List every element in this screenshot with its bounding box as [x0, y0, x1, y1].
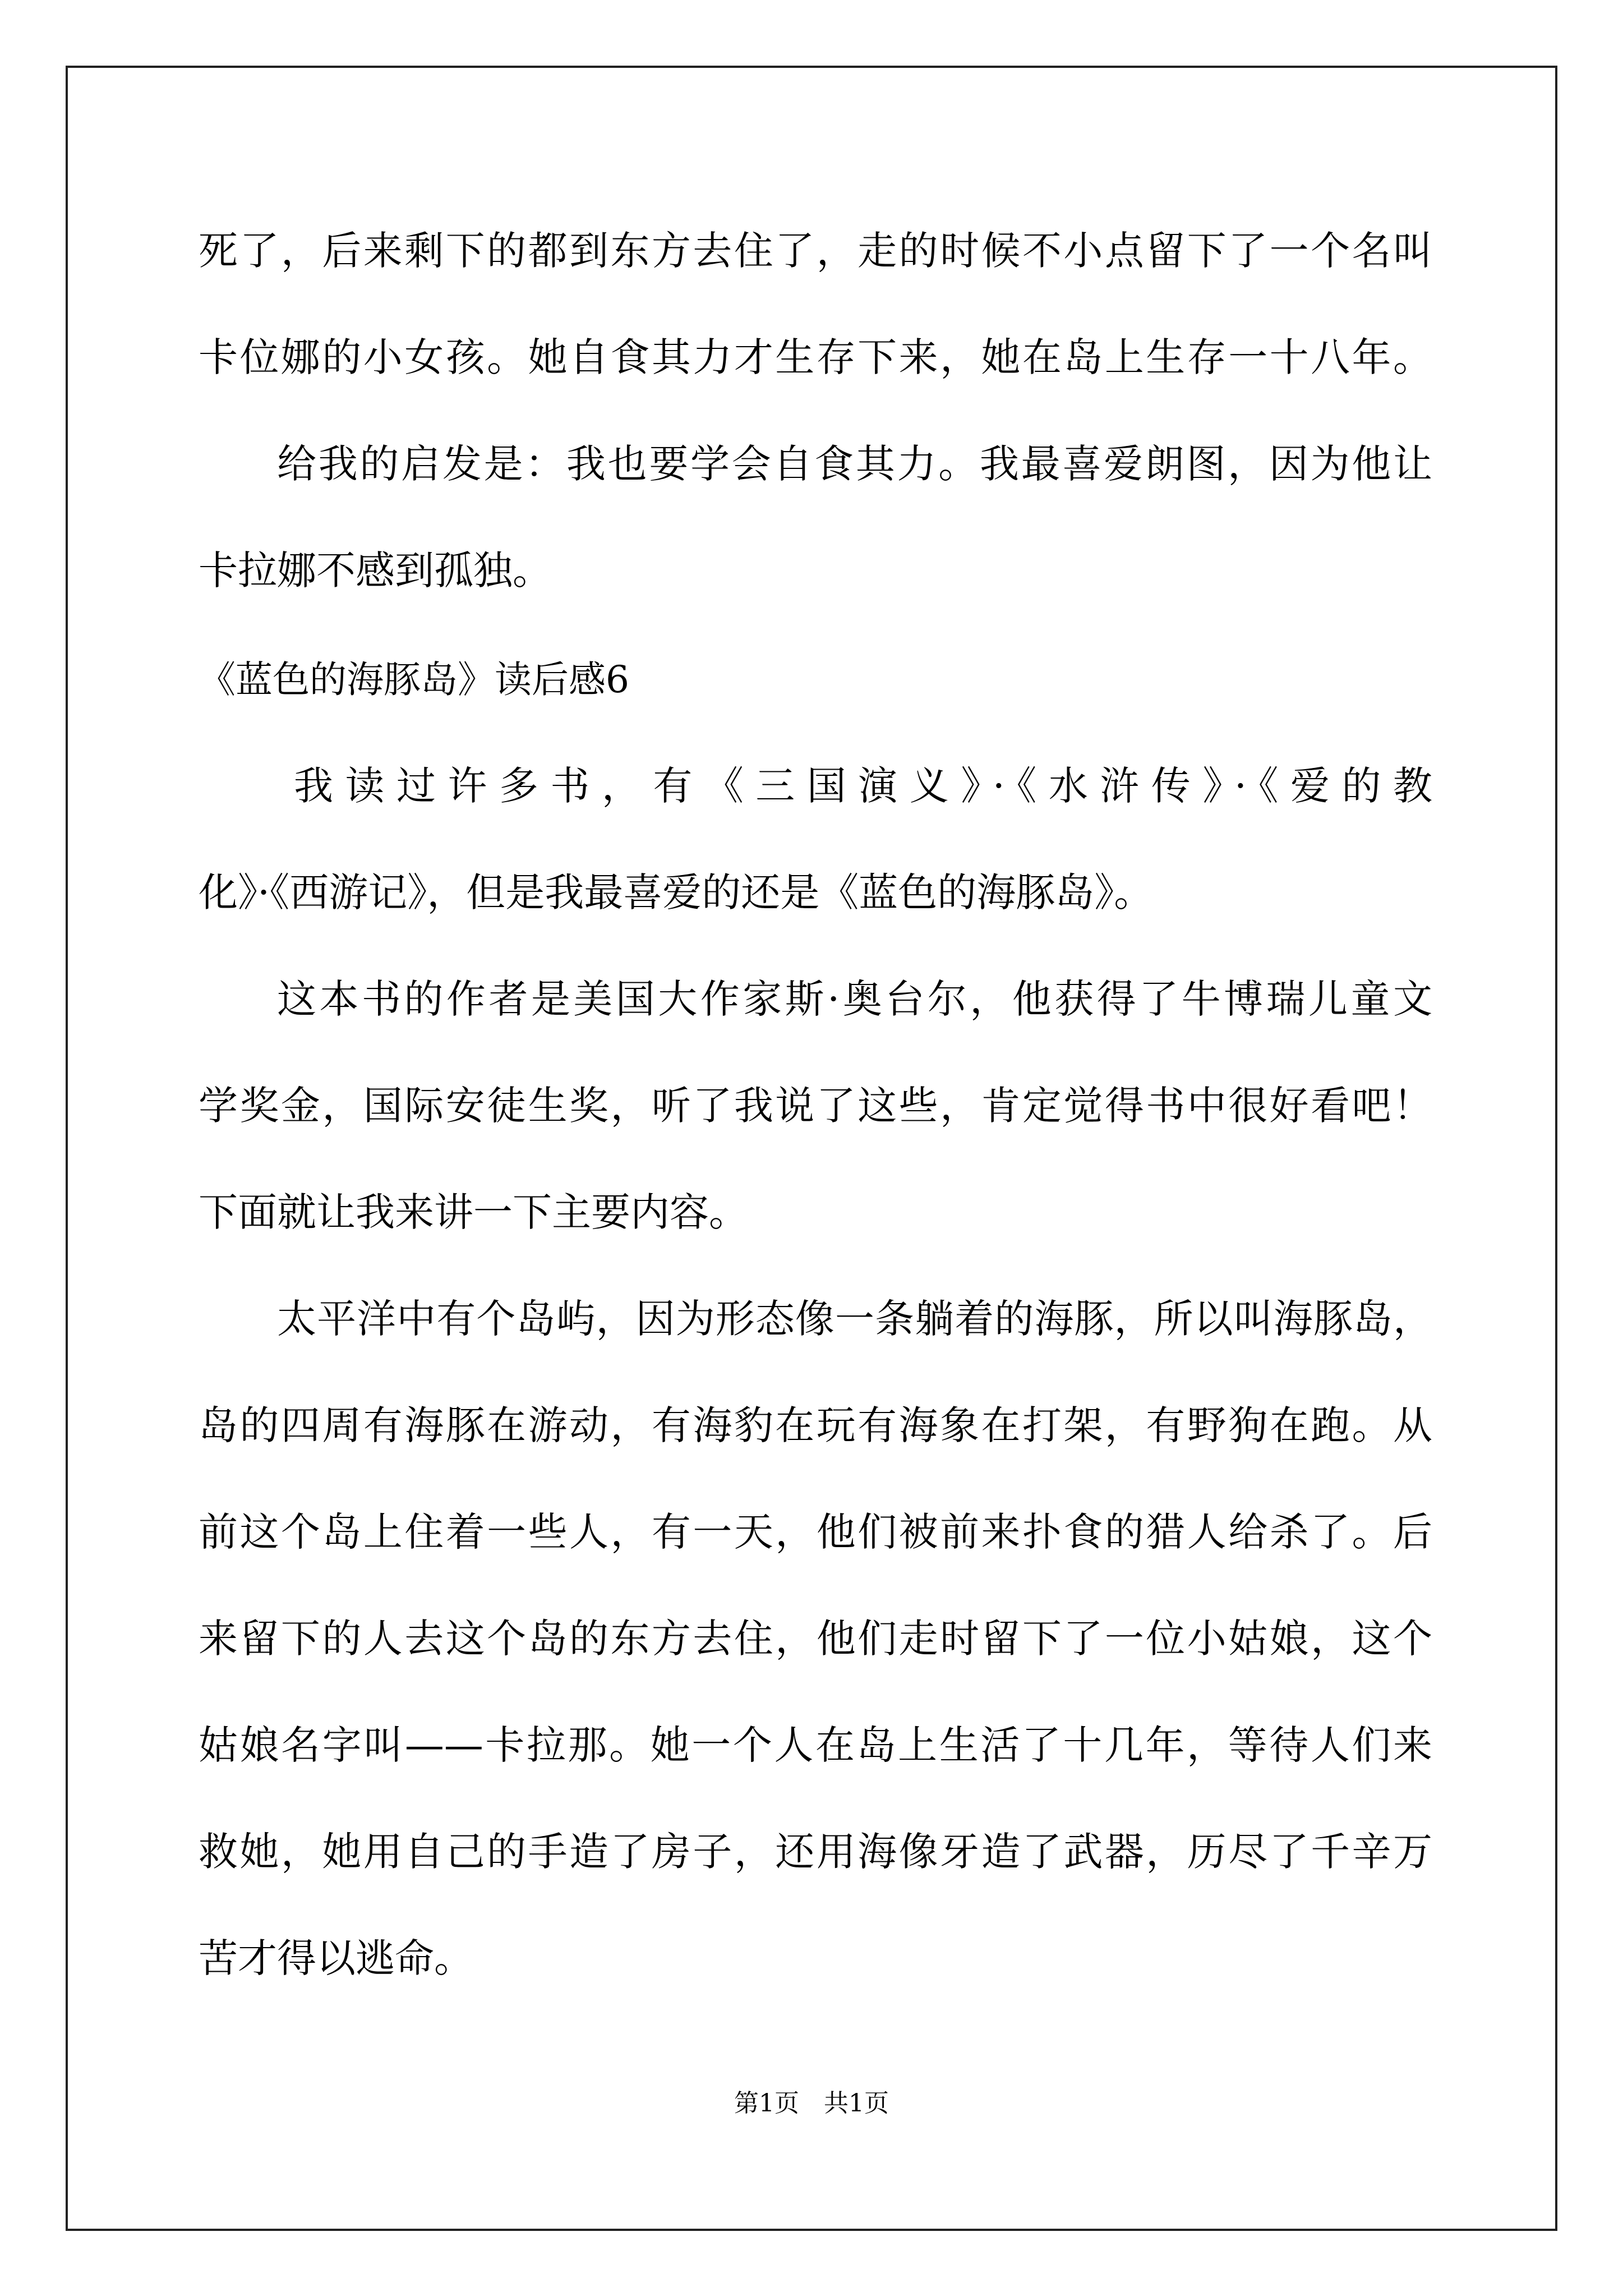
paragraph-start-line: 我读过许多书，有《三国演义》·《水浒传》·《爱的教 — [294, 763, 1432, 809]
page-border — [66, 66, 1557, 2231]
text-line: 救她，她用自己的手造了房子，还用海像牙造了武器，历尽了千辛万 — [199, 1829, 1432, 1875]
text-line: 卡位娜的小女孩。她自食其力才生存下来，她在岛上生存一十八年。 — [199, 334, 1432, 380]
text-line: 苦才得以逃命。 — [199, 1935, 473, 1981]
text-line: 岛的四周有海豚在游动，有海豹在玩有海象在打架，有野狗在跑。从 — [199, 1402, 1432, 1448]
paragraph-start-line: 给我的启发是：我也要学会自食其力。我最喜爱朗图，因为他让 — [277, 441, 1432, 487]
text-line: 姑娘名字叫——卡拉那。她一个人在岛上生活了十几年，等待人们来 — [199, 1722, 1432, 1768]
paragraph-start-line: 太平洋中有个岛屿，因为形态像一条躺着的海豚，所以叫海豚岛， — [277, 1296, 1432, 1342]
text-line: 卡拉娜不感到孤独。 — [199, 547, 552, 593]
text-line: 前这个岛上住着一些人，有一天，他们被前来扑食的猎人给杀了。后 — [199, 1509, 1432, 1555]
section-heading: 《蓝色的海豚岛》读后感6 — [199, 658, 629, 701]
text-line: 学奖金，国际安徒生奖，听了我说了这些，肯定觉得书中很好看吧！ — [199, 1083, 1432, 1129]
paragraph-start-line: 这本书的作者是美国大作家斯·奥台尔，他获得了牛博瑞儿童文 — [277, 976, 1432, 1022]
page-number: 第1页 共1页 — [734, 2089, 889, 2118]
text-line: 化》·《西游记》，但是我最喜爱的还是《蓝色的海豚岛》。 — [199, 869, 1154, 915]
text-line: 下面就让我来讲一下主要内容。 — [199, 1189, 748, 1235]
text-line: 死了，后来剩下的都到东方去住了，走的时候不小点留下了一个名叫 — [199, 228, 1432, 274]
text-line: 来留下的人去这个岛的东方去住，他们走时留下了一位小姑娘，这个 — [199, 1616, 1432, 1662]
